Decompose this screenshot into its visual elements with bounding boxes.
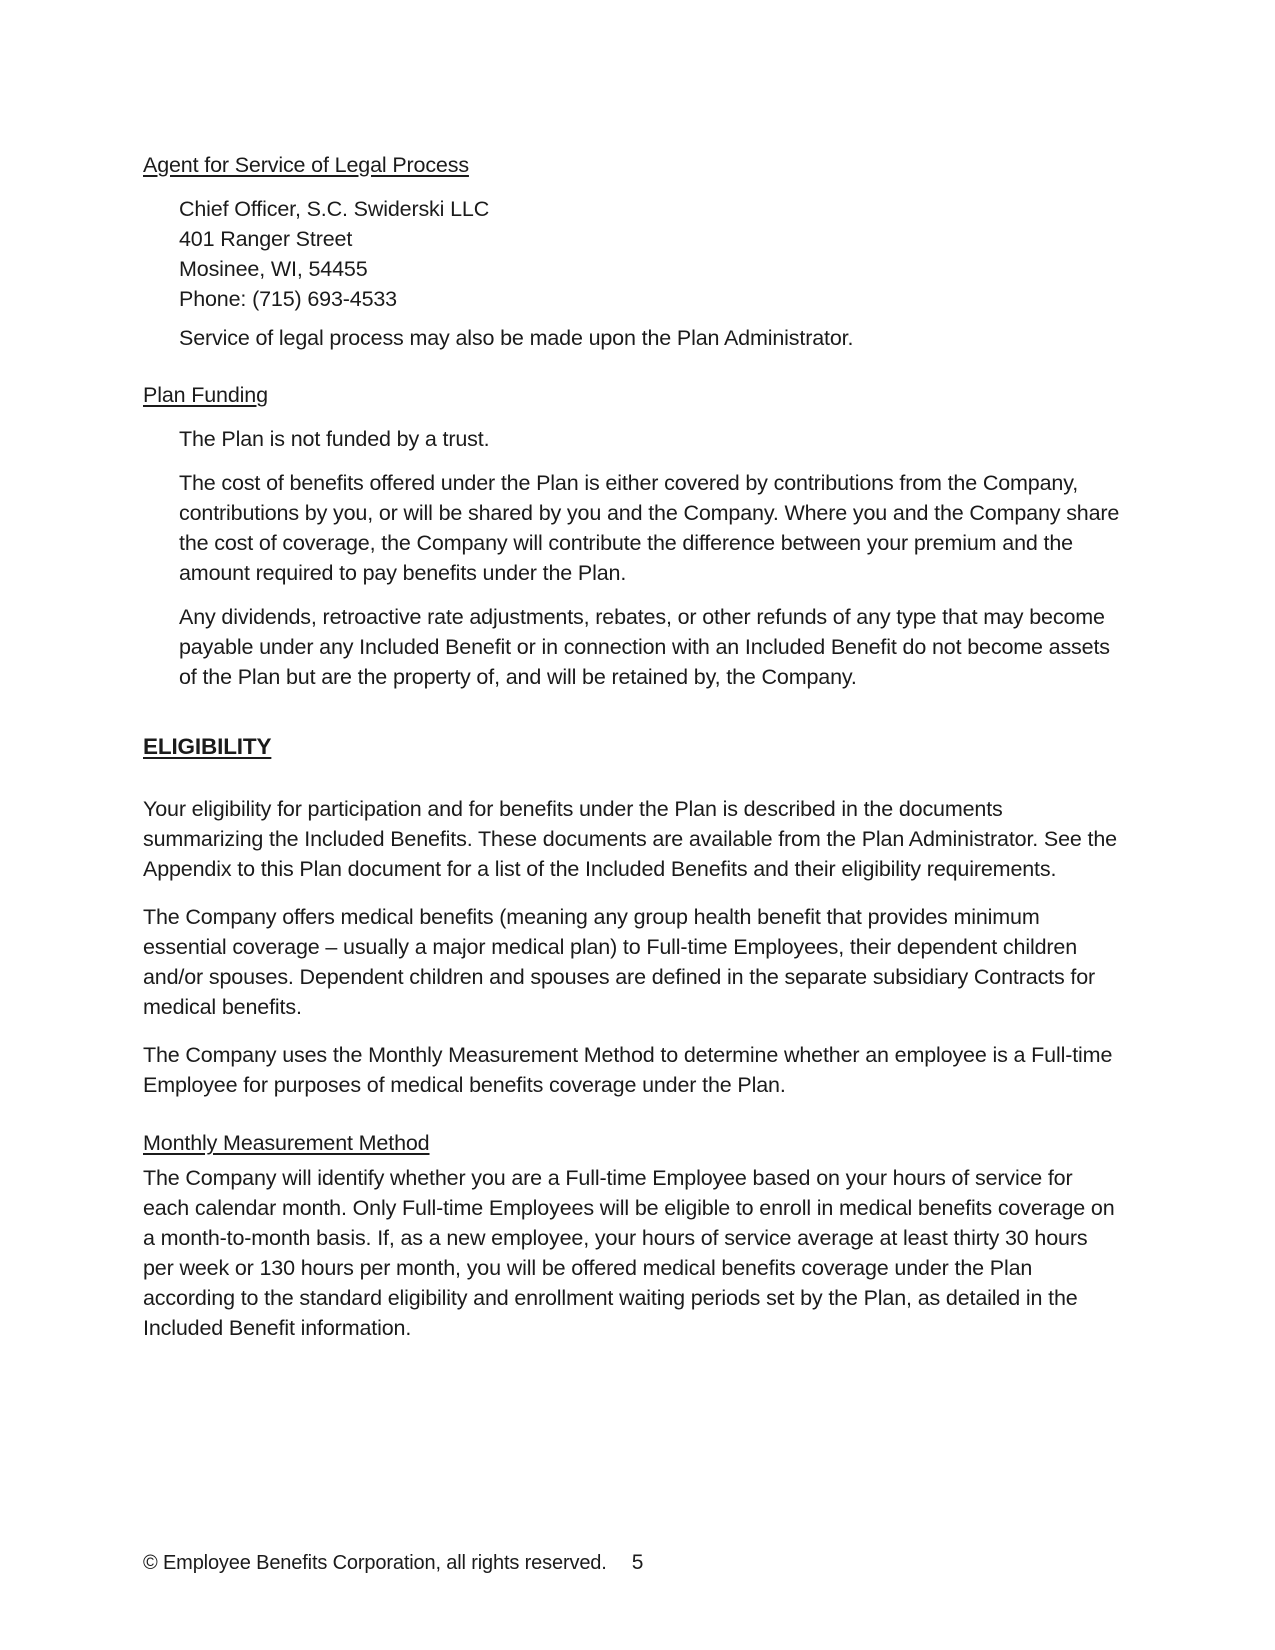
monthly-measurement-paragraph: The Company will identify whether you are a Full-time Employee based on your hours of service for each calendar month. Only Full-time Employees will be eligible to enroll in medical benefits coverage on a month-to-month basis. If, as a new employee, your hours of service average at least thirty 30 hours per week or 130 hours per month, you will be offered medical benefits coverage under the Plan according to the standard eligibility and enrollment waiting periods set by the Plan, as detailed in the Included Benefit information. <box>143 1166 1115 1340</box>
plan-funding-heading: Plan Funding <box>143 383 268 407</box>
eligibility-paragraph-1: Your eligibility for participation and for benefits under the Plan is described in the documents summarizing the Included Benefits. These documents are available from the Plan Administrator. See the Appendix to this Plan document for a list of the Included Benefits and their eligibility requirements. <box>143 797 1117 881</box>
footer-copyright: © Employee Benefits Corporation, all rights reserved. <box>143 1552 607 1574</box>
agent-address-block <box>179 194 1132 314</box>
eligibility-heading: ELIGIBILITY <box>143 734 272 759</box>
eligibility-paragraph-3: The Company uses the Monthly Measurement Method to determine whether an employee is a Full-time Employee for purposes of medical benefits coverage under the Plan. <box>143 1043 1113 1097</box>
monthly-measurement-heading: Monthly Measurement Method <box>143 1131 430 1155</box>
agent-address-line-name: Chief Officer, S.C. Swiderski LLC <box>179 197 490 221</box>
footer-page-number: 5 <box>631 1551 644 1574</box>
page-footer <box>0 1548 1275 1578</box>
agent-address-line-city: Mosinee, WI, 54455 <box>179 257 368 281</box>
agent-address-line-phone: Phone: (715) 693-4533 <box>179 287 397 311</box>
plan-funding-paragraph-3: Any dividends, retroactive rate adjustments, rebates, or other refunds of any type that may become payable under any Included Benefit or in connection with an Included Benefit do not become assets of the Plan but are the property of, and will be retained by, the Company. <box>179 605 1110 689</box>
plan-funding-paragraph-2: The cost of benefits offered under the Plan is either covered by contributions from the Company, contributions by you, or will be shared by you and the Company. Where you and the Company share the cost of coverage, the Company will contribute the difference between your premium and the amount required to pay benefits under the Plan. <box>179 471 1120 585</box>
agent-service-heading: Agent for Service of Legal Process <box>143 153 469 177</box>
eligibility-paragraph-2: The Company offers medical benefits (meaning any group health benefit that provides minimum essential coverage – usually a major medical plan) to Full-time Employees, their dependent children and/or spouses. Dependent children and spouses are defined in the separate subsidiary Contracts for medical benefits. <box>143 905 1096 1019</box>
agent-service-note: Service of legal process may also be made upon the Plan Administrator. <box>179 326 854 350</box>
plan-funding-paragraph-1: The Plan is not funded by a trust. <box>179 427 490 451</box>
agent-address-line-street: 401 Ranger Street <box>179 227 353 251</box>
